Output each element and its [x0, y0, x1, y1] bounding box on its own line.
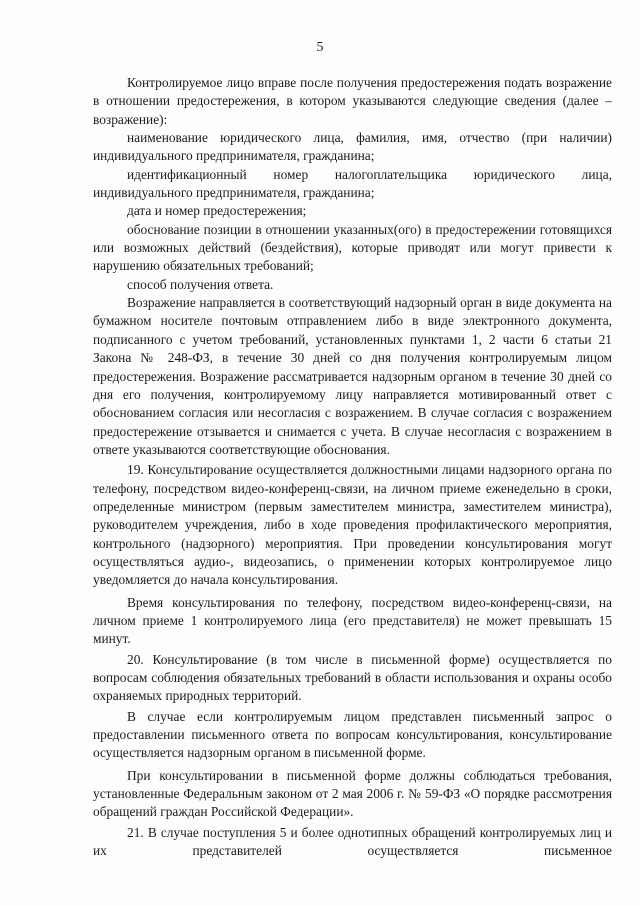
paragraph-clause-20: 20. Консультирование (в том числе в письменной форме) осуществляется по вопросам соблюдения обязательных требований в области использования и охраны особо охраняемых природных территорий.: [93, 651, 612, 704]
paragraph-item-inn: идентификационный номер налогоплательщика юридического лица, индивидуального предпринимателя, гражданина;: [93, 166, 612, 201]
paragraph-written-requirements: При консультировании в письменной форме должны соблюдаться требования, установленные Федеральным законом от 2 мая 2006 г. № 59-ФЗ «О порядке рассмотрения обращений граждан Российской Федерации».: [93, 767, 612, 820]
paragraph-written-request: В случае если контролируемым лицом представлен письменный запрос о предоставлении письменного ответа по вопросам консультирования, консультирование осуществляется надзорным органом в письменной форме.: [93, 708, 612, 761]
paragraph-item-date: дата и номер предостережения;: [127, 203, 307, 219]
paragraph-objection-procedure: Возражение направляется в соответствующий надзорный орган в виде документа на бумажном носителе почтовым отправлением либо в виде электронного документа, подписанного с учетом требований, установленных пунктами 1, 2 части 6 статьи 21 Закона № 248-ФЗ, в течение 30 дней со дня получения контролируемым лицом предостережения. Возражение рассматривается надзорным органом в течение 30 дней со дня его получения, контролируемому лицу направляется мотивированный ответ с обоснованием согласия или несогласия с возражением. В случае согласия с возражением предостережение отзывается и снимается с учета. В случае несогласия с возражением в ответе указываются соответствующие обоснования.: [93, 295, 612, 457]
paragraph-consultation-time: Время консультирования по телефону, посредством видео-конференц-связи, на личном приеме 1 контролируемого лица (его представителя) не может превышать 15 минут.: [93, 594, 612, 647]
paragraph-item-method: способ получения ответа.: [127, 276, 274, 292]
document-body: [93, 74, 612, 860]
paragraph-item-justification: обоснование позиции в отношении указанных(ого) в предостережении готовящихся или возможных действий (бездействия), которые приводят или могут привести к нарушению обязательных требований;: [93, 221, 612, 274]
paragraph-clause-21: 21. В случае поступления 5 и более однотипных обращений контролируемых лиц и их представителей осуществляется письменное: [93, 824, 612, 859]
paragraph-clause-19: 19. Консультирование осуществляется должностными лицами надзорного органа по телефону, посредством видео-конференц-связи, на личном приеме еженедельно в сроки, определенные министром (первым заместителем министра, заместителем министра), руководителем учреждения, либо в ходе проведения профилактического мероприятия, контрольного (надзорного) мероприятия. При проведении консультирования могут осуществляться аудио-, видеозапись, о применении которых контролируемое лицо уведомляется до начала консультирования.: [93, 462, 612, 588]
paragraph-item-name: наименование юридического лица, фамилия, имя, отчество (при наличии) индивидуального предпринимателя, гражданина;: [93, 130, 612, 164]
page-number: 5: [316, 40, 324, 55]
paragraph-objection-intro: Контролируемое лицо вправе после получения предостережения подать возражение в отношении предостережения, в котором указываются следующие сведения (далее – возражение):: [93, 75, 612, 127]
